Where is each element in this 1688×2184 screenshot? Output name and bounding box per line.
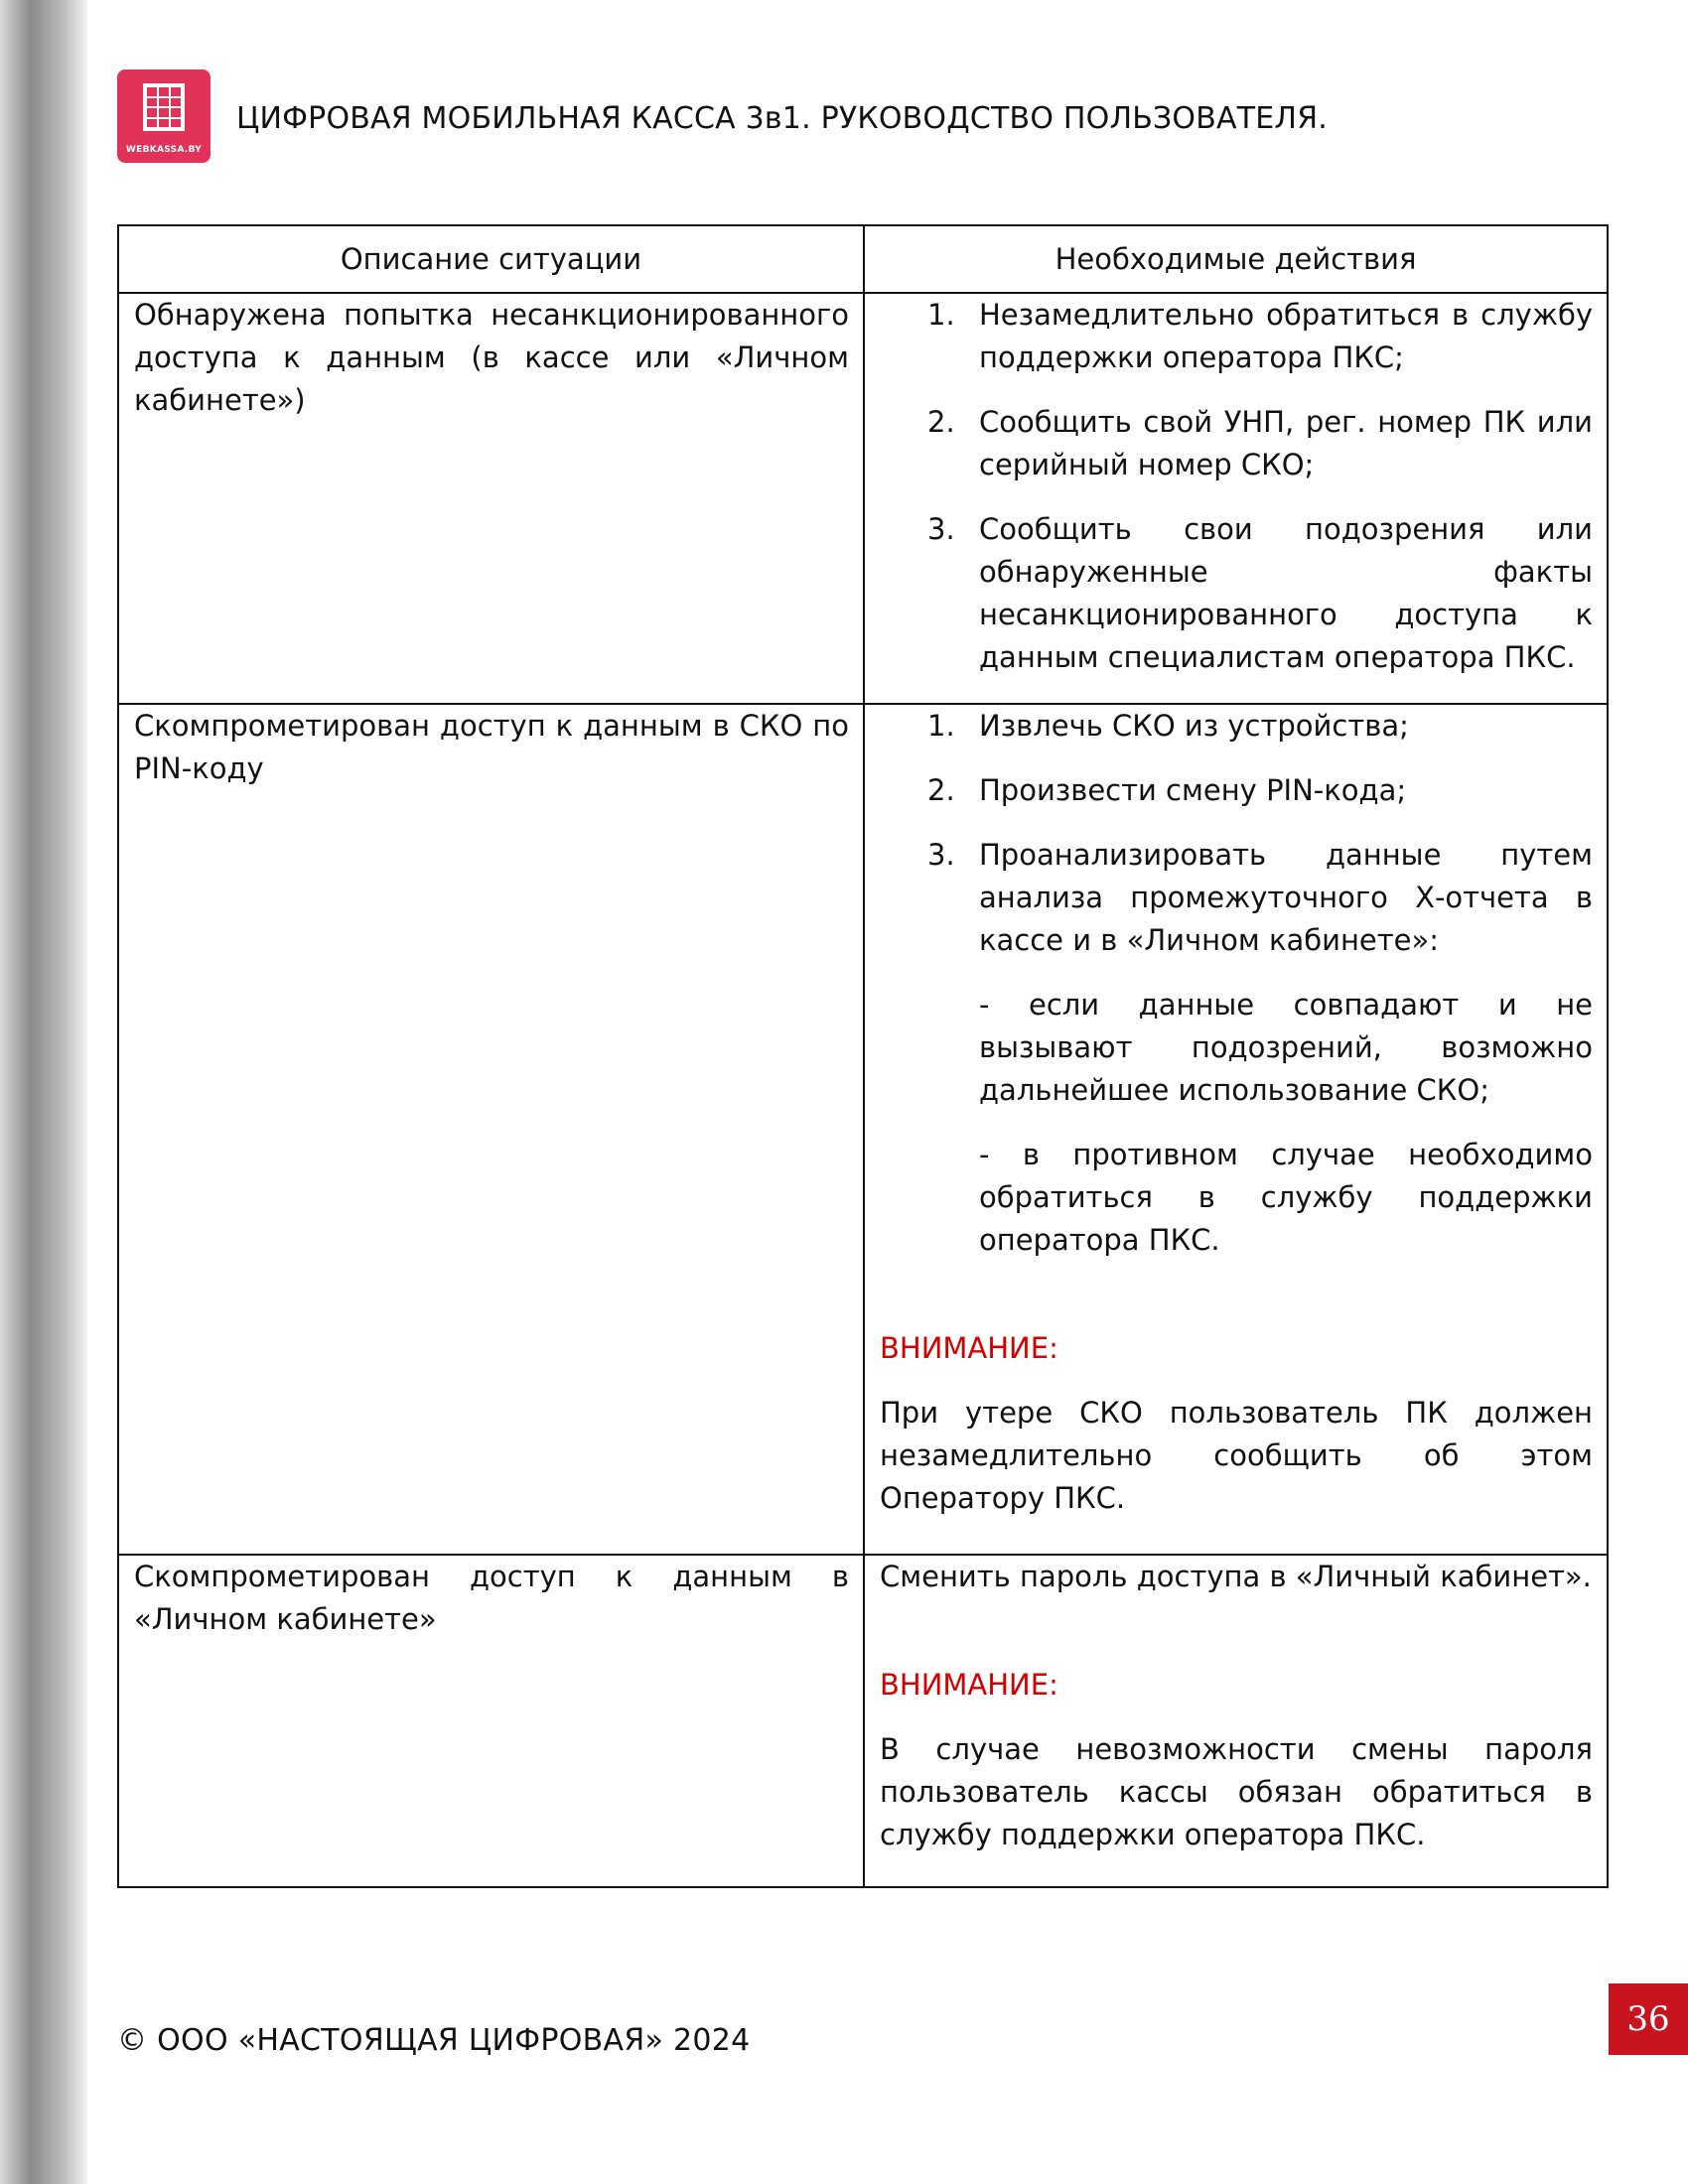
step-number: 2.	[927, 405, 955, 439]
table-row	[118, 293, 1608, 704]
list-item	[880, 769, 1593, 812]
step-number: 2.	[927, 773, 955, 807]
attention-label: ВНИМАНИЕ:	[880, 1331, 1058, 1365]
table-row	[118, 704, 1608, 1555]
list-item	[880, 705, 1593, 748]
action-steps	[880, 294, 1593, 679]
step-text: Сообщить свой УНП, рег. номер ПК или серийный номер СКО;	[979, 405, 1593, 481]
step-number: 3.	[927, 838, 955, 872]
list-item	[880, 401, 1593, 486]
attention-text: В случае невозможности смены пароля пользователь кассы обязан обратиться в службу поддержки оператора ПКС.	[880, 1732, 1593, 1851]
document-title: ЦИФРОВАЯ МОБИЛЬНАЯ КАССА 3в1. РУКОВОДСТВО ПОЛЬЗОВАТЕЛЯ.	[236, 101, 1328, 136]
sub-item: - если данные совпадают и не вызывают подозрений, возможно дальнейшее использование СКО;	[979, 988, 1593, 1107]
situations-table	[117, 224, 1609, 1888]
situation-text: Обнаружена попытка несанкционированного доступа к данным (в кассе или «Личном кабинете»)	[134, 298, 849, 417]
sub-item: - в противном случае необходимо обратиться в службу поддержки оператора ПКС.	[979, 1138, 1593, 1257]
list-item	[880, 294, 1593, 379]
column-header-situation: Описание ситуации	[118, 225, 864, 293]
step-text: Произвести смену PIN-кода;	[979, 773, 1407, 807]
actions-cell	[864, 1555, 1608, 1887]
cash-register-icon	[143, 83, 185, 131]
action-steps	[880, 705, 1593, 962]
attention-text: При утере СКО пользователь ПК должен незамедлительно сообщить об этом Оператору ПКС.	[880, 1396, 1593, 1515]
attention-label: ВНИМАНИЕ:	[880, 1668, 1058, 1702]
table-header-row	[118, 225, 1608, 293]
actions-cell	[864, 293, 1608, 704]
copyright-footer: © ООО «НАСТОЯЩАЯ ЦИФРОВАЯ» 2024	[117, 2023, 751, 2058]
step-text: Сообщить свои подозрения или обнаруженные факты несанкционированного доступа к данным специалистам оператора ПКС.	[979, 512, 1593, 674]
list-item	[880, 508, 1593, 679]
column-header-actions: Необходимые действия	[864, 225, 1608, 293]
step-text: Незамедлительно обратиться в службу поддержки оператора ПКС;	[979, 298, 1593, 374]
situation-text: Скомпрометирован доступ к данным в СКО по PIN-коду	[134, 709, 849, 785]
logo-caption: WEBKASSA.BY	[125, 145, 203, 155]
page-number-badge: 36	[1609, 1983, 1688, 2055]
list-item	[880, 834, 1593, 962]
situation-cell	[118, 704, 864, 1555]
situation-cell	[118, 1555, 864, 1887]
page-edge-shadow	[0, 0, 87, 2184]
step-text: Извлечь СКО из устройства;	[979, 709, 1409, 743]
step-number: 1.	[927, 298, 955, 332]
webkassa-logo	[117, 69, 211, 163]
step-text: Проанализировать данные путем анализа промежуточного Х-отчета в кассе и в «Личном кабинете»:	[979, 838, 1593, 957]
step-number: 1.	[927, 709, 955, 743]
situation-text: Скомпрометирован доступ к данным в «Личном кабинете»	[134, 1560, 849, 1636]
actions-cell	[864, 704, 1608, 1555]
step-number: 3.	[927, 512, 955, 546]
action-text: Сменить пароль доступа в «Личный кабинет».	[880, 1560, 1592, 1593]
table-row	[118, 1555, 1608, 1887]
situation-cell	[118, 293, 864, 704]
